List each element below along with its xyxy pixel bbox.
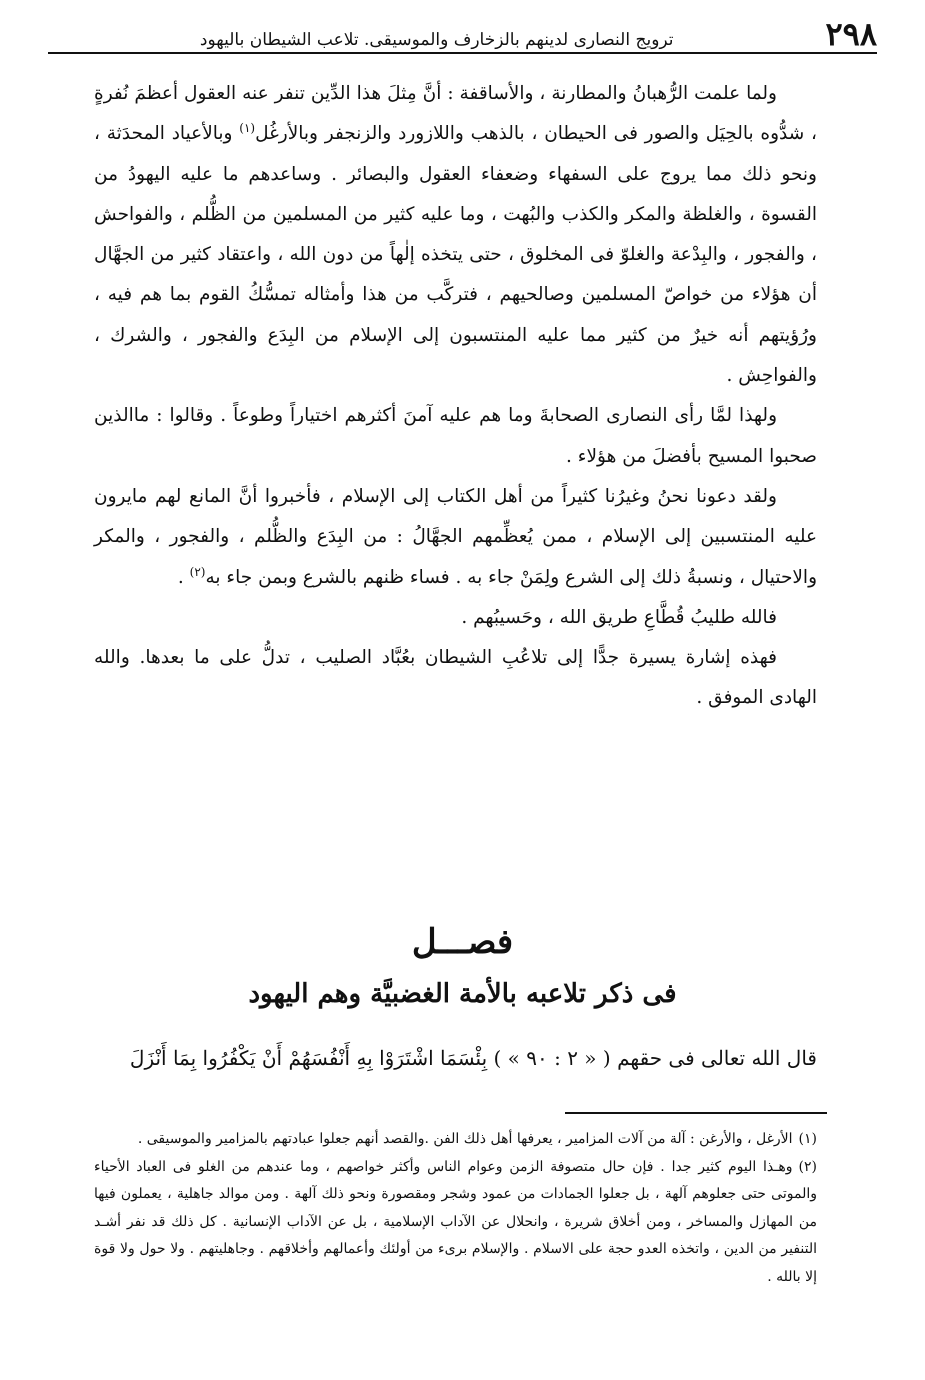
paragraph-1-text: ولما علمت الرُّهبانُ والمطارنة ، والأساقفة : أنَّ مِثلَ هذا الدِّين تنفر عنه العقول أعظمَ نُفرةٍ ، شدُّوه بالحِيَل والصور فى الحيطان ، بالذهب واللازورد والزنجفر وبالأرغُل: [94, 83, 817, 145]
quran-verse-line: قال الله تعالى فى حقهم ( « ٢ : ٩٠ » ) بِئْسَمَا اشْتَرَوْا بِهِ أَنْفُسَهُمْ أَنْ يَكْفُرُوا بِمَا أَنْزَلَ: [129, 1046, 817, 1070]
running-header: [48, 10, 877, 54]
footnote-1: [94, 1126, 817, 1154]
paragraph-3-text: ولقد دعونا نحنُ وغيرُنا كثيراً من أهل الكتاب إلى الإسلام ، فأخبروا أنَّ المانع لهم مايرون عليه المنتسبين إلى الإسلام ، ممن يُعظِّمهم الجهَّالُ : من البِدَع والظُّلم ، والفجور ، والمكر والاحتيال ، ونسبةُ ذلك إلى الشرع ولِمَنْ جاء به . فساء ظنهم بالشرع وبمن جاء به: [94, 485, 817, 588]
section-subtitle: فى ذكر تلاعبه بالأمة الغضبيَّة وهم اليهود: [248, 979, 677, 1009]
main-text: [94, 74, 817, 719]
paragraph-1-continuation: وبالأعياد المحدَثة ، ونحو ذلك مما يروج على السفهاء وضعفاء العقول والبصائر . وساعدهم ما عليه اليهودُ من القسوة ، والغلظة والمكر والكذب والبُهت ، وما عليه كثير من المسلمين من الظُّلم ، والفواحش ، والفجور ، والبِدْعة والغلوّ فى المخلوق ، حتى يتخذه إلٰهاً من دون الله ، واعتقاد كثير من الجهَّال أن هؤلاء من خواصّ المسلمين وصالحيهم ، فتركَّب من هذا وأمثاله تمسُّكُ القوم بما هم فيه ، ورُؤيتهم أنه خيرٌ من كثير مما عليه المنتسبون إلى الإسلام من البِدَع والفجور ، والشرك ، والفواحِش .: [94, 123, 817, 387]
footnote-2-text: وهـذا اليوم كثير جدا . فإن حال متصوفة الزمن وعوام الناس وأكثر خواصهم ، وما عندهم من الغلو فى العباد الأحياء والموتى حتى جعلوهم آلهة ، بل جعلوا الجمادات من عمود وشجر ومقصورة ونحو ذلك آلهة . ومن موالد جاهلية ، يعملون فيها من المهازل والمساخر ، ومن أخلاق شريرة ، وانحلال عن الآداب الإسلامية ، بل عن الآداب الإنسانية . كل ذلك قد نفر أشـد التنفير من الدين ، واتخذه العدو حجة على الاسلام . والإسلام برىء من أولئك وأعمالهم وأخلاقهم . وجاهليتهم . ولا حول ولا قوة إلا بالله .: [94, 1158, 818, 1285]
footnote-1-text: الأرغل ، والأرغن : آلة من آلات المزامير ، يعرفها أهل ذلك الفن .والقصد أنهم جعلوا عبادتهم بالمزامير والموسيقى .: [137, 1131, 793, 1147]
footnote-2-number: (٢): [798, 1158, 817, 1175]
paragraph-5: فهذه إشارة يسيرة جدًّا إلى تلاعُبِ الشيطان بعُبَّاد الصليب ، تدلُّ على ما بعدها. والله الهادى الموفق .: [94, 647, 817, 709]
section-heading: فصـــل: [411, 922, 514, 962]
page-number: ٢٩٨: [825, 15, 877, 53]
running-title: ترويج النصارى لدينهم بالزخارف والموسيقى. تلاعب الشيطان باليهود: [199, 29, 674, 50]
footnotes: [94, 1126, 817, 1291]
section-heading-block: [80, 914, 845, 1018]
paragraph-2: ولهذا لمَّا رأى النصارى الصحابةَ وما هم عليه آمنَ أكثرهم اختياراً وطوعاً . وقالوا : ماالذين صحبوا المسيح بأفضلَ من هؤلاء .: [94, 405, 817, 467]
footnote-marker-2: (٢): [189, 564, 206, 579]
paragraph-3: ولقد دعونا نحنُ وغيرُنا كثيراً من أهل الكتاب إلى الإسلام ، فأخبروا أنَّ المانع لهم مايرون عليه المنتسبين إلى الإسلام ، ممن يُعظِّمهم الجهَّالُ : من البِدَع والظُّلم ، والفجور ، والمكر والاحتيال ، ونسبةُ ذلك إلى الشرع ولِمَنْ جاء به . فساء ظنهم بالشرع وبمن جاء به$^{(٢)}$ .: [94, 485, 817, 588]
footnote-marker-1: (١): [239, 121, 256, 136]
paragraph-4: فالله طليبُ قُطَّاعِ طريق الله ، وحَسيبُهم .: [461, 606, 777, 628]
footnote-2: [94, 1154, 817, 1292]
paragraph-1: [94, 74, 817, 396]
footnote-divider: [565, 1112, 827, 1114]
footnote-1-number: (١): [798, 1131, 817, 1147]
